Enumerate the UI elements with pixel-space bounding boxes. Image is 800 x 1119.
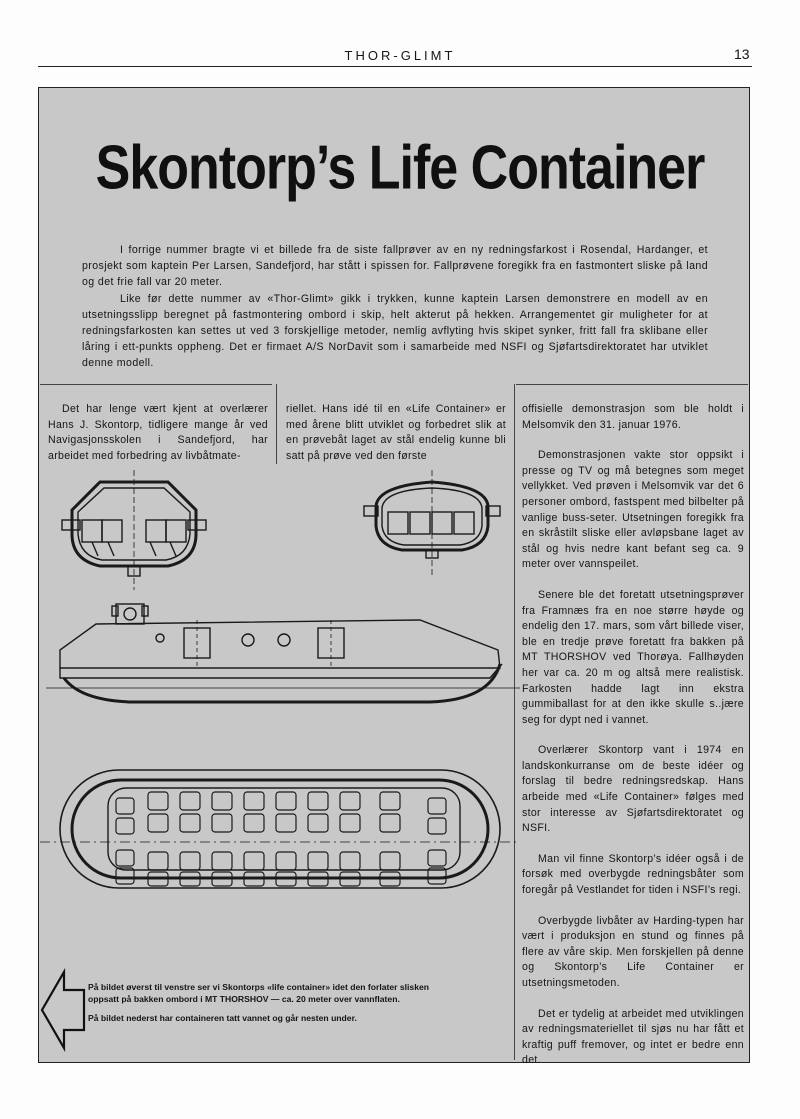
caption-paragraph: På bildet øverst til venstre ser vi Skontorps «life container» idet den forlater slisken oppsatt på bakken ombord i MT THORSHOV — ca. 20 meter over vannflaten. [88,982,429,1005]
left-arrow-icon [42,972,84,1048]
intro-paragraph: Like før dette nummer av «Thor-Glimt» gikk i trykken, kunne kaptein Larsen demonstrere en modell av en utsetningsslipp beregnet på fastmontering ombord i skip, helt akterut på hekken. Arrangementet gir muligheter for at redningsfarkosten kan settes ut ved 3 forskjellige metoder, nemlig avflyting hvis skipet synker, fritt fall fra sklibane eller låring i ett-punkts oppheng. Det er firmaet A/S NorDavit som i samarbeide med NSFI og Sjøfartsdirektoratet har utviklet denne modell. [82,292,708,370]
side-view-drawing [46,604,520,702]
caption-paragraph: På bildet nederst har containeren tatt vannet og går nesten under. [88,1012,357,1023]
cross-section-drawing-left [62,470,206,590]
column-3-paragraph: Demonstrasjonen vakte stor oppsikt i presse og TV og må betegnes som meget vellykket. Ved prøven i Melsomvik var det 6 personer ombord, fastspent med bilbelter på vanlige buss-seter. Utsetningen foregikk fra en skråstilt sliske eller avløpsbane laget av stål og hvis nedre kant befant seg ca. 9 meter over vannspeilet. [522,449,744,571]
intro-paragraph: I forrige nummer bragte vi et billede fra de siste fallprøver av en ny redningsfarkost i Rosendal, Hardanger, et prosjekt som kaptein Per Larsen, Sandefjord, har stått i spissen for. Fallprøvene foregikk fra en fastmontert sliske på land og det frie fall var 20 meter. [82,244,708,289]
page-number: 13 [734,46,750,62]
column-1-paragraph: Det har lenge vært kjent at overlærer Hans J. Skontorp, tidligere mange år ved Navigasjonsskolen i Sandefjord, har arbeidet med forbedring av livbåtmate- [48,403,268,462]
plan-view-drawing [40,770,520,888]
article-title: Skontorp’s Life Container [95,133,705,203]
column-3-paragraph: Man vil finne Skontorp’s idéer også i de forsøk med overbygde redningsbåter som foregår på Vestlandet for tiden i NSFI’s regi. [522,852,744,897]
header-title: THOR-GLIMT [344,48,456,63]
cross-section-drawing-right [364,470,500,578]
column-3-paragraph: Senere ble det foretatt utsetningsprøver fra Framnæs fra en noe større høyde og endelig den 17. mars, som vårt billede viser, ble en tredje prøve foretatt fra bakken på MT THORSHOV ved Thorøya. Fallhøyden her var ca. 20 m og altså mere realistisk. Farkosten hadde lagt inn ekstra gummiballast for at den ikke skulle s..jære seg for dypt ned i vannet. [522,588,744,726]
photo-caption [88,981,448,1030]
column-3-paragraph: Overlærer Skontorp vant i 1974 en landskonkurranse om de beste idéer og forslag til bedre redningsredskap. Hans arbeide med «Life Container» følges med stor interesse av Sjøfartsdirektoratet og NSFI. [522,744,744,835]
column-3-paragraph: offisielle demonstrasjon som ble holdt i Melsomvik den 31. januar 1976. [522,403,744,431]
column-3-paragraph: Det er tydelig at arbeidet med utviklingen av redningsmateriellet til sjøs nu har fått et kraftig puff fremover, og intet er bedre enn det. [522,1007,744,1067]
column-3-paragraph: Overbygde livbåter av Harding-typen har vært i produksjon en stund og finnes på flere av våre skip. Men forskjellen på denne og Skontorp’s Life Container er utsetningsmetoden. [522,914,744,989]
column-2-paragraph: riellet. Hans idé til en «Life Container» er med årene blitt utviklet og forbedret slik at en prøvebåt laget av stål endelig kunne bli satt på prøve ved den første [286,403,506,462]
